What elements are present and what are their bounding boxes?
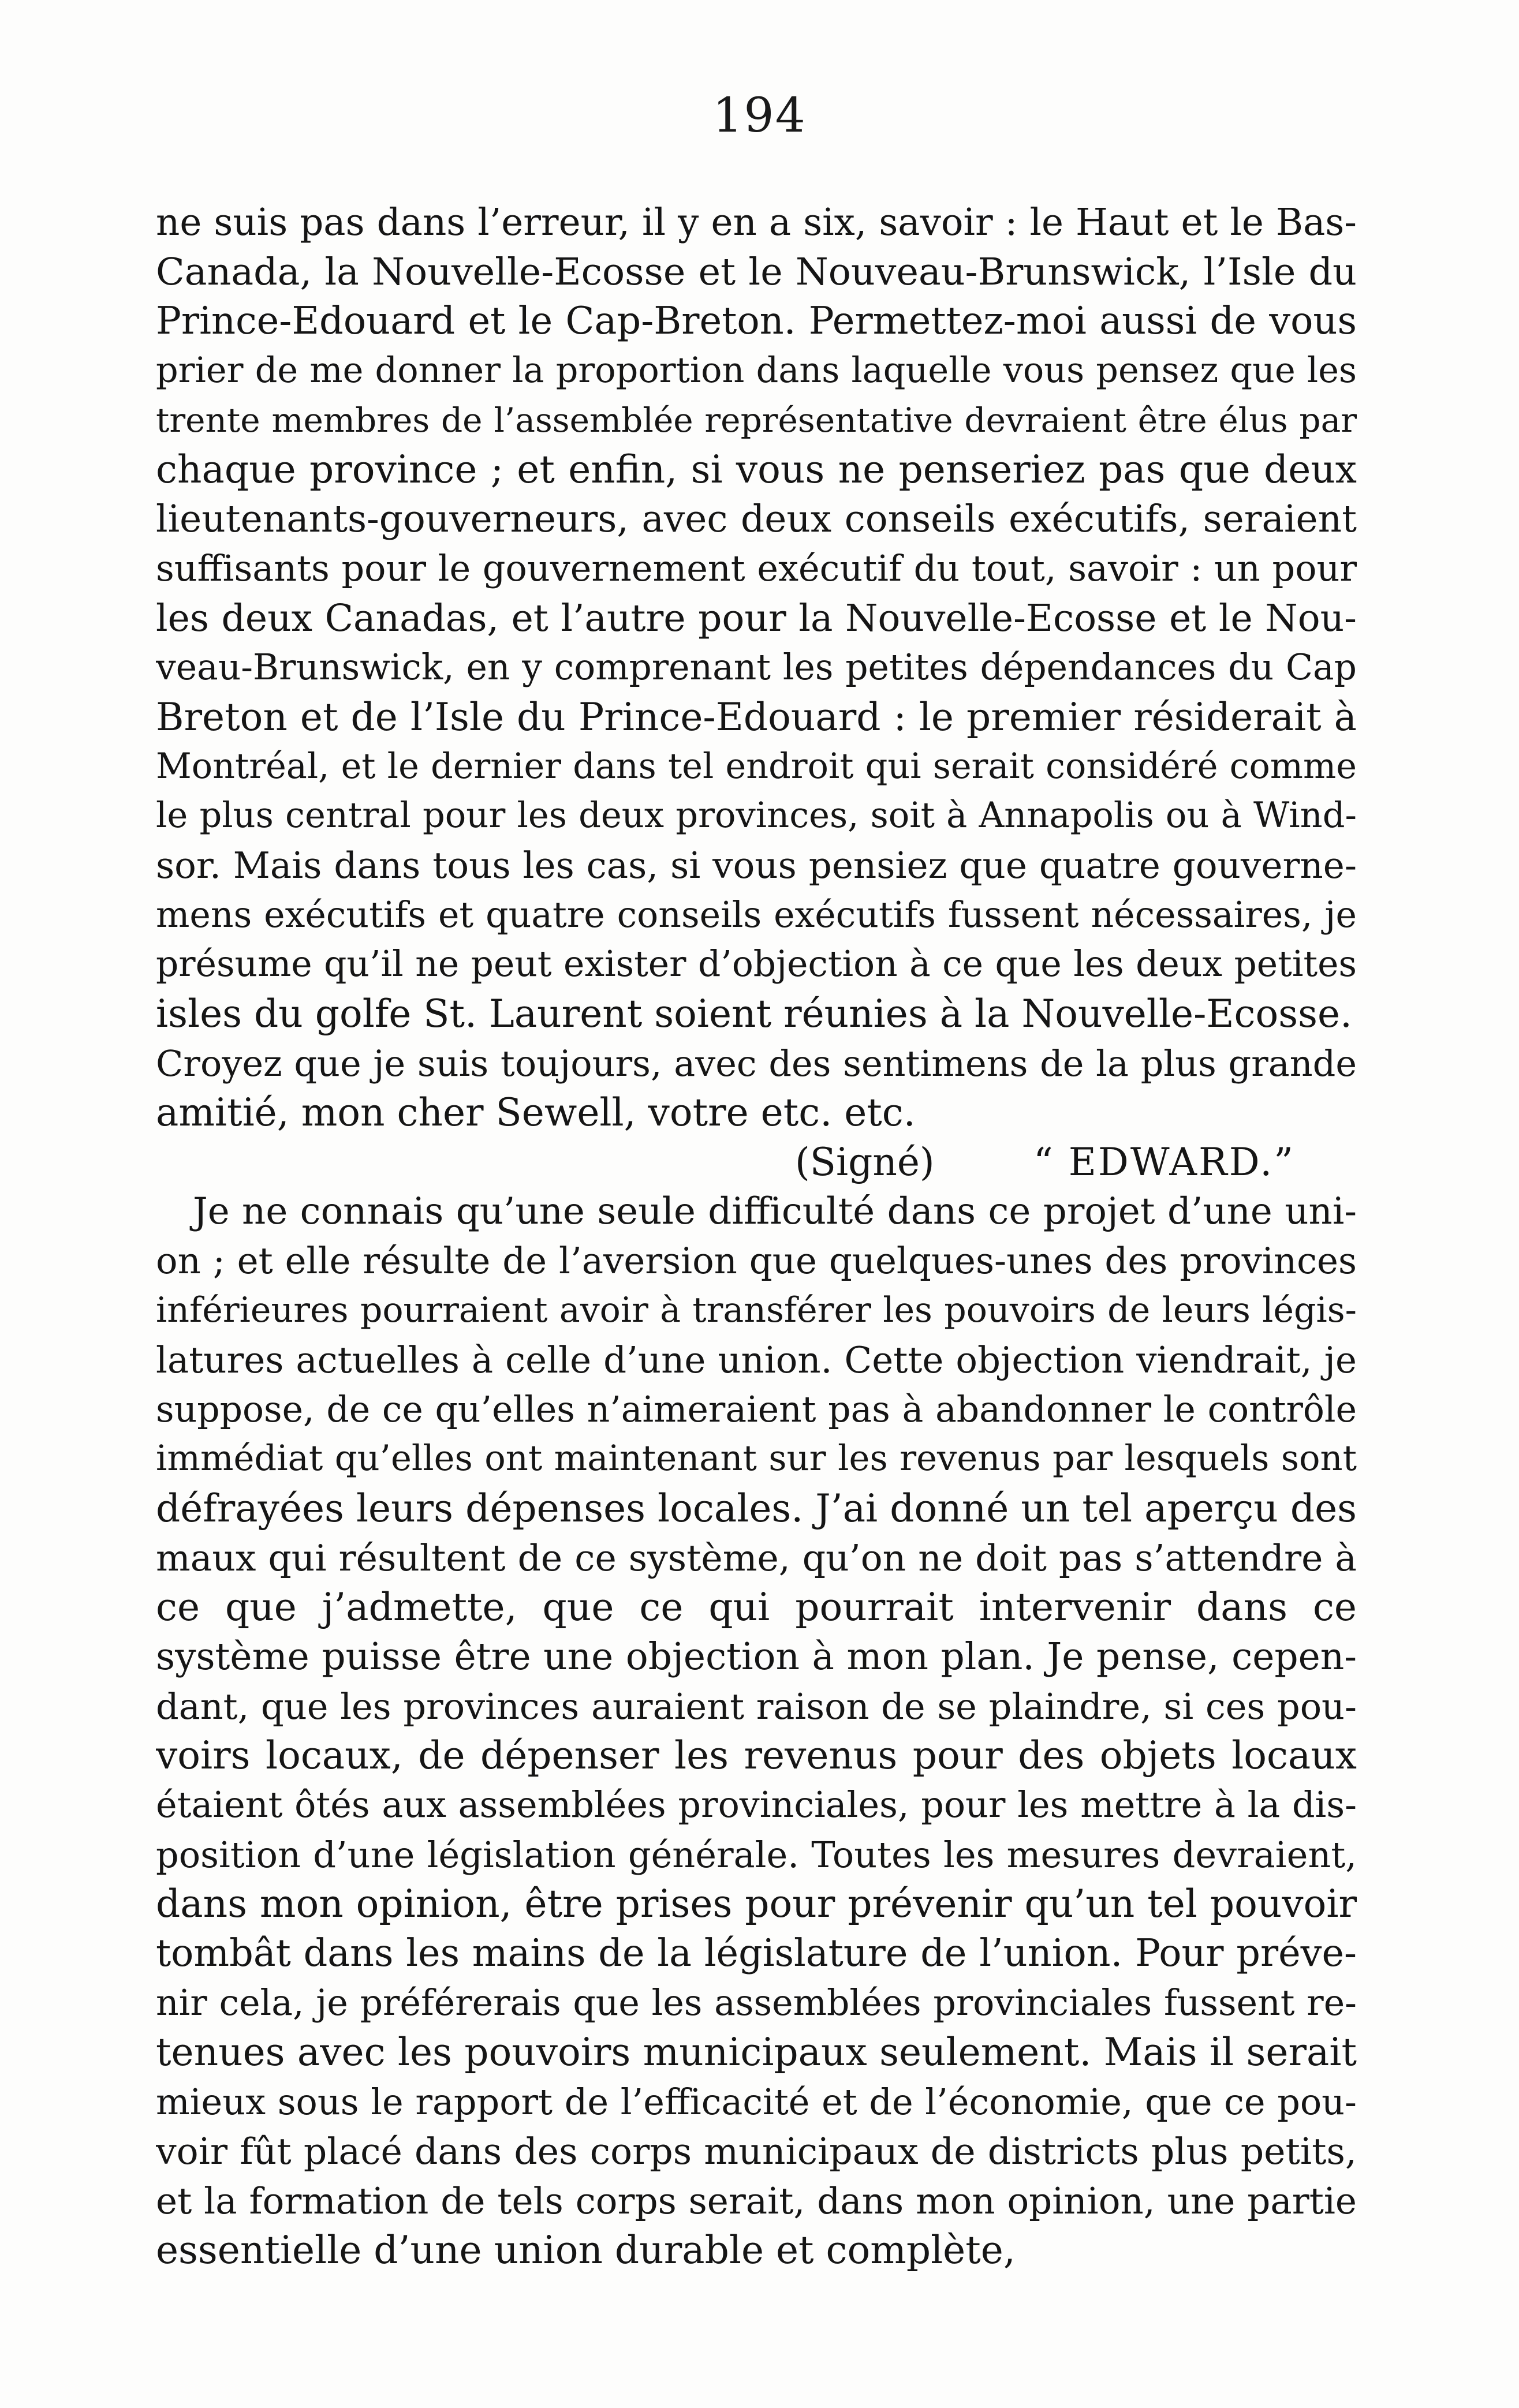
text-line: étaient ôtés aux assemblées provinciales, pour les mettre à la dis- xyxy=(156,1784,1357,1826)
page-number: 194 xyxy=(712,88,807,143)
letter-paragraph xyxy=(156,198,1357,1138)
text-line: Prince-Edouard et le Cap-Breton. Permettez-moi aussi de vous xyxy=(156,299,1357,343)
text-line: maux qui résultent de ce système, qu’on ne doit pas s’attendre à xyxy=(156,1536,1357,1579)
text-line: voirs locaux, de dépenser les revenus pour des objets locaux xyxy=(156,1733,1357,1778)
text-line: ne suis pas dans l’erreur, il y en a six, savoir : le Haut et le Bas- xyxy=(156,201,1357,244)
text-line: chaque province ; et enfin, si vous ne penseriez pas que deux xyxy=(156,447,1357,492)
text-line: Breton et de l’Isle du Prince-Edouard : le premier résiderait à xyxy=(156,694,1357,739)
text-line: latures actuelles à celle d’une union. Cette objection viendrait, je xyxy=(156,1338,1357,1381)
text-line: mens exécutifs et quatre conseils exécutifs fussent nécessaires, je xyxy=(156,893,1357,936)
signature-name: “ EDWARD.” xyxy=(1033,1140,1296,1185)
text-line: suffisants pour le gouvernement exécutif du tout, savoir : un pour xyxy=(156,547,1357,589)
text-line: essentielle d’une union durable et complète, xyxy=(156,2228,1016,2273)
text-line: amitié, mon cher Sewell, votre etc. etc. xyxy=(156,1090,916,1135)
text-line: inférieures pourraient avoir à transférer les pouvoirs de leurs légis- xyxy=(156,1290,1357,1331)
text-line: voir fût placé dans des corps municipaux de districts plus petits, xyxy=(156,2129,1357,2173)
text-line: position d’une législation générale. Toutes les mesures devraient, xyxy=(156,1833,1357,1876)
text-line: les deux Canadas, et l’autre pour la Nouvelle-Ecosse et le Nou- xyxy=(156,596,1357,640)
text-line: Croyez que je suis toujours, avec des sentimens de la plus grande xyxy=(156,1042,1357,1085)
text-line: nir cela, je préférerais que les assemblées provinciales fussent re- xyxy=(156,1981,1357,2024)
text-line: système puisse être une objection à mon plan. Je pense, cepen- xyxy=(156,1635,1357,1678)
text-line: suppose, de ce qu’elles n’aimeraient pas à abandonner le contrôle xyxy=(156,1388,1357,1430)
text-line: Montréal, et le dernier dans tel endroit qui serait considéré comme xyxy=(156,746,1357,787)
text-line: lieutenants-gouverneurs, avec deux conseils exécutifs, seraient xyxy=(156,498,1357,541)
text-line: trente membres de l’assemblée représentative devraient être élus par xyxy=(156,400,1357,440)
text-line: présume qu’il ne peut exister d’objection à ce que les deux petites xyxy=(156,944,1357,985)
text-line: tenues avec les pouvoirs municipaux seulement. Mais il serait xyxy=(156,2030,1357,2075)
signature-label: (Signé) xyxy=(795,1140,935,1185)
text-line: on ; et elle résulte de l’aversion que quelques-unes des provinces xyxy=(156,1240,1357,1282)
text-line: sor. Mais dans tous les cas, si vous pensiez que quatre gouverne- xyxy=(156,844,1357,887)
text-line: Je ne connais qu’une seule difficulté dans ce projet d’une uni- xyxy=(193,1190,1357,1233)
text-line: dant, que les provinces auraient raison de se plaindre, si ces pou- xyxy=(156,1685,1357,1728)
letter-signature xyxy=(156,1138,1357,1187)
text-line: immédiat qu’elles ont maintenant sur les revenus par lesquels sont xyxy=(156,1438,1357,1479)
commentary-paragraph xyxy=(156,1187,1357,2275)
text-line: Canada, la Nouvelle-Ecosse et le Nouveau-Brunswick, l’Isle du xyxy=(156,250,1357,294)
text-line: défrayées leurs dépenses locales. J’ai donné un tel aperçu des xyxy=(156,1486,1357,1531)
text-line: dans mon opinion, être prises pour prévenir qu’un tel pouvoir xyxy=(156,1882,1357,1927)
text-line: veau-Brunswick, en y comprenant les petites dépendances du Cap xyxy=(156,647,1357,689)
text-line: le plus central pour les deux provinces, soit à Annapolis ou à Wind- xyxy=(156,795,1357,836)
text-line: isles du golfe St. Laurent soient réunies à la Nouvelle-Ecosse. xyxy=(156,992,1353,1036)
body-text xyxy=(156,198,1357,2275)
text-line: ce que j’admette, que ce qui pourrait intervenir dans ce xyxy=(156,1585,1357,1630)
text-line: et la formation de tels corps serait, dans mon opinion, une partie xyxy=(156,2179,1357,2222)
text-line: tombât dans les mains de la législature de l’union. Pour préve- xyxy=(156,1932,1357,1976)
text-line: mieux sous le rapport de l’efficacité et de l’économie, que ce pou- xyxy=(156,2081,1357,2123)
text-line: prier de me donner la proportion dans laquelle vous pensez que les xyxy=(156,350,1357,391)
